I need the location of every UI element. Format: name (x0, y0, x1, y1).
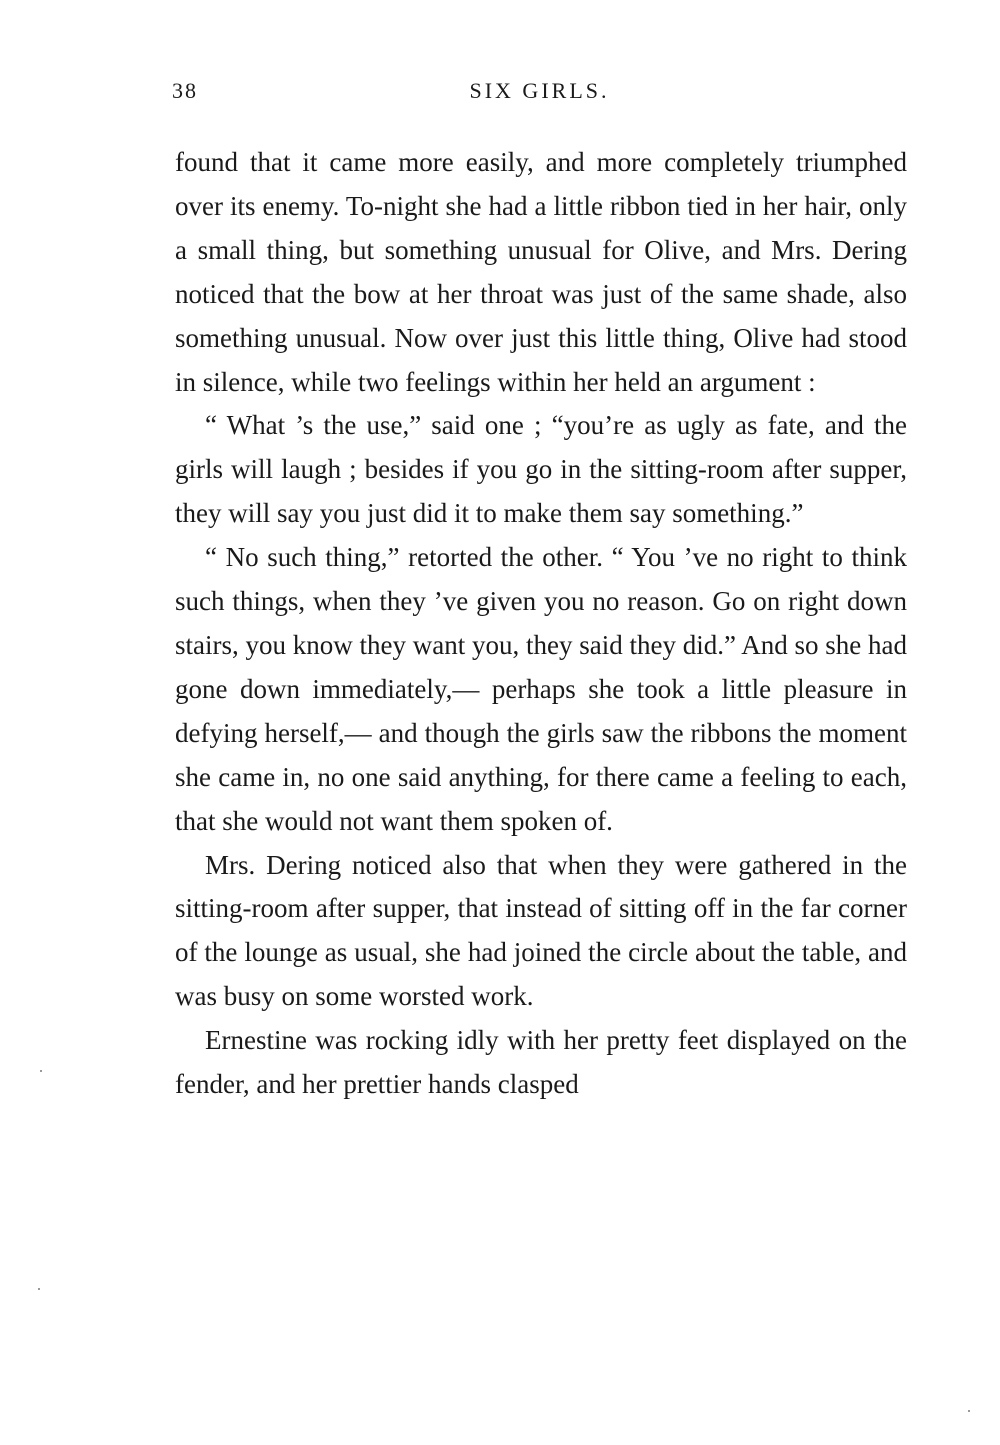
paragraph: found that it came more easily, and more completely triumphed over its enemy. To-night she had a little ribbon tied in her hair, only a small thing, but something unusual for Olive, and Mrs. Dering noticed that the bow at her throat was just of the same shade, also something unusual. Now over just this little thing, Olive had stood in silence, while two feelings within her held an argument : (175, 147, 907, 397)
paragraph: “ What ’s the use,” said one ; “you’re as ugly as fate, and the girls will laugh ; besides if you go in the sitting-room after supper, they will say you just did it to make them say something.” (175, 410, 907, 529)
running-title: SIX GIRLS. (469, 78, 610, 103)
paragraph: Ernestine was rocking idly with her pretty feet displayed on the fender, and her prettier hands clasped (175, 1025, 907, 1100)
paragraph: Mrs. Dering noticed also that when they were gathered in the sitting-room after supper, that instead of sitting off in the far corner of the lounge as usual, she had joined the circle about the table, and was busy on some worsted work. (175, 849, 907, 1012)
scan-speck (40, 1070, 42, 1072)
page-number: 38 (172, 78, 198, 103)
paragraph: “ No such thing,” retorted the other. “ You ’ve no right to think such things, when they ’ve given you no reason. Go on right down stairs, you know they want you, they said they did.” And so she had gone down immediately,— perhaps she took a little pleasure in defying herself,— and though the girls saw the ribbons the moment she came in, no one said anything, for there came a feeling to each, that she would not want them spoken of. (175, 542, 907, 836)
scan-speck (38, 1288, 40, 1290)
body-text (175, 141, 907, 1107)
running-head (172, 78, 907, 112)
scan-speck (968, 1410, 970, 1412)
